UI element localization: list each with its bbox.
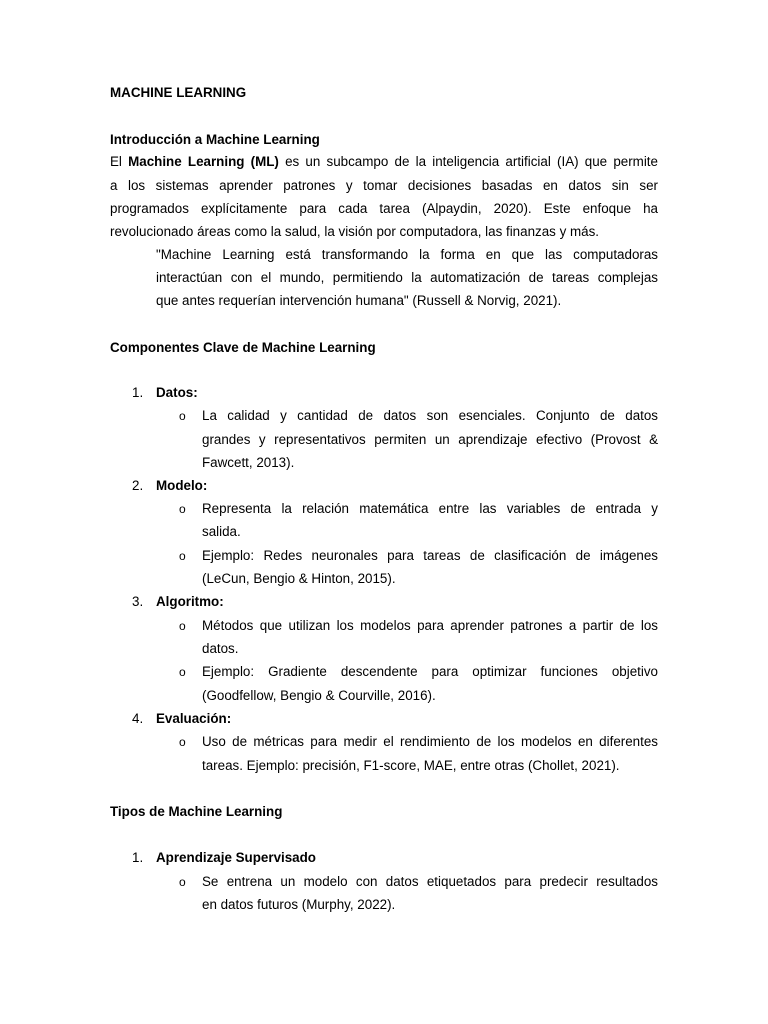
list-number: 4.: [132, 711, 144, 726]
quote-line: interactúan con el mundo, permitiendo la automatización de tareas complejas: [156, 270, 658, 285]
bullet-marker: o: [179, 735, 186, 749]
intro-paragraph-line: programados explícitamente para cada tarea (Alpaydin, 2020). Este enfoque ha: [110, 201, 658, 216]
intro-paragraph-line: revolucionado áreas como la salud, la visión por computadora, las finanzas y más.: [110, 224, 600, 239]
bullet-line: La calidad y cantidad de datos son esenciales. Conjunto de datos: [202, 408, 658, 423]
list-item-label: Algoritmo:: [156, 594, 224, 609]
intro-heading: Introducción a Machine Learning: [110, 132, 320, 147]
bullet-line: en datos futuros (Murphy, 2022).: [202, 897, 396, 912]
bullet-line: (LeCun, Bengio & Hinton, 2015).: [202, 571, 396, 586]
list-item-label: Datos:: [156, 385, 198, 400]
bullet-marker: o: [179, 502, 186, 516]
bullet-marker: o: [179, 619, 186, 633]
bullet-line: Ejemplo: Redes neuronales para tareas de clasificación de imágenes: [202, 548, 658, 563]
bullet-marker: o: [179, 549, 186, 563]
bullet-marker: o: [179, 409, 186, 423]
intro-text: es un subcampo de la inteligencia artificial (IA) que permite: [278, 154, 658, 169]
list-number: 1.: [132, 850, 144, 865]
intro-term: Machine Learning (ML): [128, 154, 279, 169]
types-heading: Tipos de Machine Learning: [110, 804, 283, 819]
bullet-line: Fawcett, 2013).: [202, 455, 295, 470]
bullet-marker: o: [179, 665, 186, 679]
bullet-line: Se entrena un modelo con datos etiquetados para predecir resultados: [202, 874, 658, 889]
document-title: MACHINE LEARNING: [110, 85, 247, 100]
list-number: 2.: [132, 478, 144, 493]
list-item-label: Evaluación:: [156, 711, 232, 726]
intro-paragraph-line: a los sistemas aprender patrones y tomar decisiones basadas en datos sin ser: [110, 178, 658, 193]
bullet-line: Representa la relación matemática entre las variables de entrada y: [202, 501, 658, 516]
list-number: 1.: [132, 385, 144, 400]
bullet-line: grandes y representativos permiten un aprendizaje efectivo (Provost &: [202, 432, 658, 447]
bullet-line: tareas. Ejemplo: precisión, F1-score, MAE, entre otras (Chollet, 2021).: [202, 758, 620, 773]
list-number: 3.: [132, 594, 144, 609]
components-heading: Componentes Clave de Machine Learning: [110, 340, 376, 355]
quote-line: que antes requerían intervención humana" (Russell & Norvig, 2021).: [156, 293, 562, 308]
bullet-line: (Goodfellow, Bengio & Courville, 2016).: [202, 688, 436, 703]
bullet-line: Métodos que utilizan los modelos para aprender patrones a partir de los: [202, 618, 658, 633]
list-item-label: Modelo:: [156, 478, 208, 493]
quote-line: "Machine Learning está transformando la forma en que las computadoras: [156, 247, 658, 262]
bullet-line: Ejemplo: Gradiente descendente para optimizar funciones objetivo: [202, 664, 658, 679]
list-item-label: Aprendizaje Supervisado: [156, 850, 316, 865]
intro-paragraph-line: [110, 152, 658, 172]
bullet-line: salida.: [202, 524, 241, 539]
bullet-line: Uso de métricas para medir el rendimiento de los modelos en diferentes: [202, 734, 658, 749]
bullet-line: datos.: [202, 641, 239, 656]
intro-text: El: [110, 154, 129, 169]
bullet-marker: o: [179, 875, 186, 889]
